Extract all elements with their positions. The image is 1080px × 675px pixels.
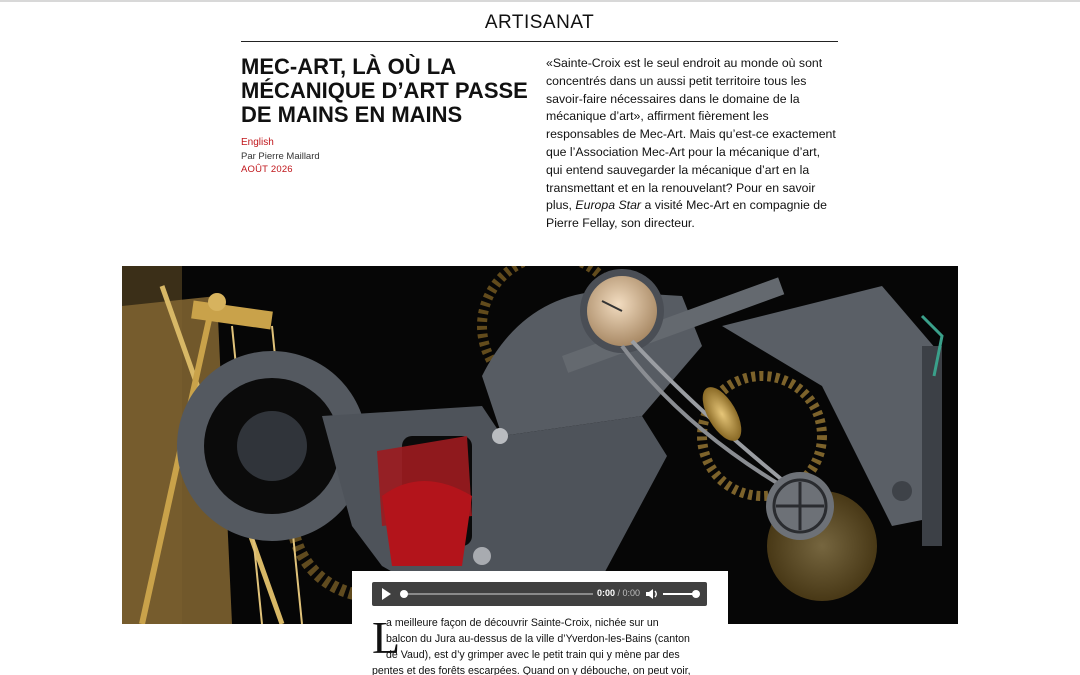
duration: 0:00 xyxy=(622,588,641,598)
audio-progress-handle[interactable] xyxy=(400,590,408,598)
byline: Par Pierre Maillard xyxy=(241,151,320,162)
english-link[interactable]: English xyxy=(241,137,274,148)
time-separator: / xyxy=(615,588,623,598)
top-divider xyxy=(0,0,1080,2)
audio-time xyxy=(597,588,640,598)
intro-text-end: a visité Mec-Art en compagnie de Pierre Fellay, son directeur. xyxy=(546,198,827,231)
section-label: ARTISANAT xyxy=(484,12,595,33)
intro-text-start: «Sainte-Croix est le seul endroit au monde où sont concentrés dans un aussi petit territoire tous les savoir-faire nécessaires dans le domaine de la mécanique d’art», affirment fièrement les responsables de Mec-Art. Mais qu’est-ce exactement que l’Association Mec-Art pour la mécanique d’art, qui entend sauvegarder la mécanique d’art en la transmettant et en la renouvelant? Pour en savoir plus, xyxy=(546,56,836,213)
volume-handle[interactable] xyxy=(692,590,700,598)
publication-date: AOÛT 2026 xyxy=(241,164,293,175)
current-time: 0:00 xyxy=(597,588,616,598)
article-intro xyxy=(546,55,838,233)
drop-cap: L xyxy=(372,612,401,663)
play-icon[interactable] xyxy=(382,588,391,600)
body-line: de Vaud), est d’y grimper avec le petit train qui y mène par des xyxy=(386,649,680,661)
section-divider xyxy=(241,41,838,42)
audio-progress-bar[interactable] xyxy=(403,593,593,595)
body-line: balcon du Jura au-dessus de la ville d’Yverdon-les-Bains (canton xyxy=(386,633,690,645)
body-line: a meilleure façon de découvrir Sainte-Croix, nichée sur un xyxy=(386,617,659,629)
article-title: MEC-ART, LÀ OÙ LA MÉCANIQUE D’ART PASSE DE MAINS EN MAINS xyxy=(241,54,528,127)
volume-slider[interactable] xyxy=(663,593,696,595)
publication-name: Europa Star xyxy=(575,198,642,213)
audio-player xyxy=(372,582,707,606)
body-line: pentes et des forêts escarpées. Quand on y débouche, on peut voir, xyxy=(372,665,691,675)
volume-icon[interactable] xyxy=(645,587,659,601)
